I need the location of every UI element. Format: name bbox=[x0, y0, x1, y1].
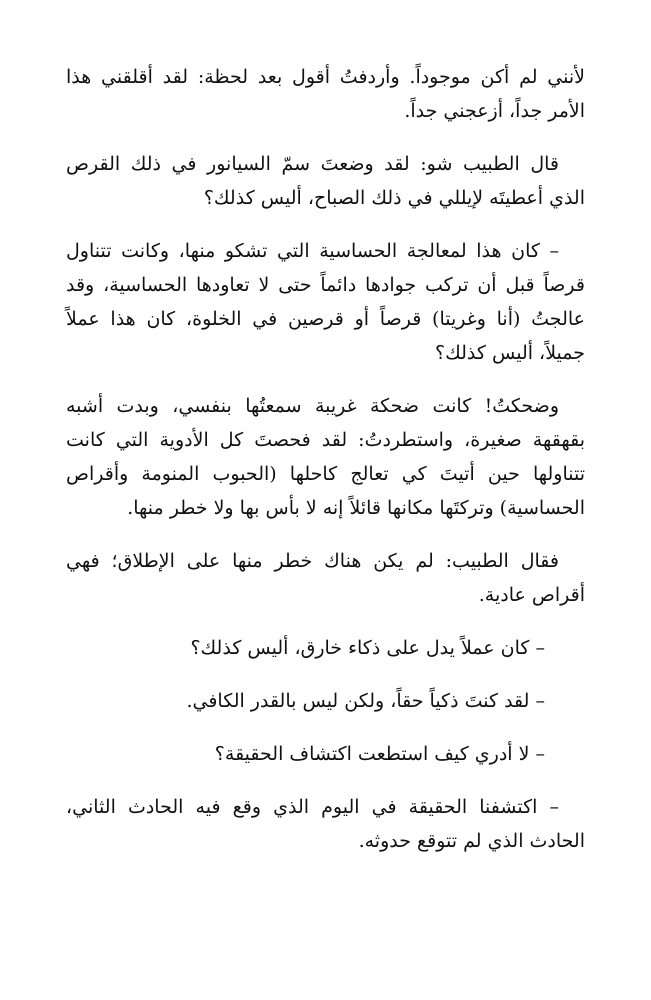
paragraph-3: – كان هذا لمعالجة الحساسية التي تشكو منها، وكانت تتناول قرصاً قبل أن تركب جوادها دائماً حتى لا تعاودها الحساسية، وقد عالجتُ (أنا وغريتا) قرصاً أو قرصين في الخلوة، كان هذا عملاً جميلاً، أليس كذلك؟ bbox=[66, 240, 585, 364]
paragraph-6: – كان عملاً يدل على ذكاء خارق، أليس كذلك؟ bbox=[190, 637, 545, 659]
paragraph-9: – اكتشفنا الحقيقة في اليوم الذي وقع فيه الحادث الثاني، الحادث الذي لم تتوقع حدوثه. bbox=[66, 796, 585, 852]
paragraph-5: فقال الطبيب: لم يكن هناك خطر منها على الإطلاق؛ فهي أقراص عادية. bbox=[66, 550, 585, 606]
paragraph-2: قال الطبيب شو: لقد وضعتَ سمّ السيانور في ذلك القرص الذي أعطيتَه لإيللي في ذلك الصباح، أليس كذلك؟ bbox=[66, 153, 585, 209]
paragraph-7: – لقد كنتَ ذكياً حقاً، ولكن ليس بالقدر الكافي. bbox=[186, 690, 545, 712]
book-page bbox=[66, 60, 585, 858]
paragraph-4: وضحكتُ! كانت ضحكة غريبة سمعتُها بنفسي، وبدت أشبه بقهقهة صغيرة، واستطردتُ: لقد فحصتَ كل الأدوية التي كانت تتناولها حين أتيتَ كي تعالج كاحلها (الحبوب المنومة وأقراص الحساسية) وتركتَها مكانها قائلاً إنه لا بأس بها ولا خطر منها. bbox=[66, 395, 585, 519]
paragraph-1: لأنني لم أكن موجوداً. وأردفتُ أقول بعد لحظة: لقد أقلقني هذا الأمر جداً، أزعجني جداً. bbox=[66, 66, 585, 122]
paragraph-8: – لا أدري كيف استطعت اكتشاف الحقيقة؟ bbox=[214, 743, 545, 765]
